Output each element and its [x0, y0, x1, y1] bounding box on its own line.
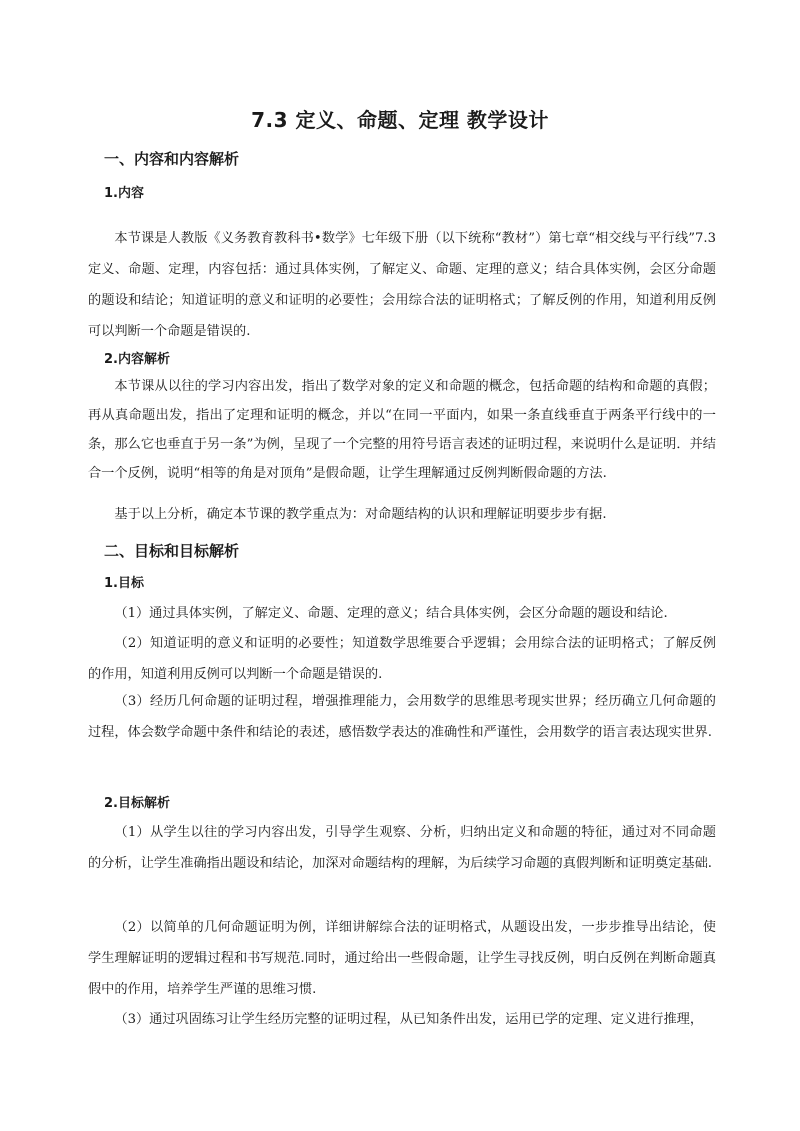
- section-heading-goals: 二、目标和目标解析: [104, 542, 240, 560]
- subheading-content-analysis: 2.内容解析: [104, 352, 170, 367]
- subheading-goals: 1.目标: [104, 576, 144, 591]
- teaching-focus-paragraph: 基于以上分析，确定本节课的教学重点为：对命题结构的认识和理解证明要步步有据.: [114, 507, 607, 522]
- content-paragraph: 本节课是人教版《义务教育教科书•数学》七年级下册（以下统称“教材”）第七章“相交线与平行线”7.3定义、命题、定理，内容包括：通过具体实例，了解定义、命题、定理的意义；结合具体实例，会区分命题的题设和结论；知道证明的意义和证明的必要性；会用综合法的证明格式；了解反例的作用，知道利用反例可以判断一个命题是错误的.: [88, 231, 716, 339]
- subheading-content: 1.内容: [104, 186, 144, 201]
- content-analysis-paragraph: 本节课从以往的学习内容出发，指出了数学对象的定义和命题的概念，包括命题的结构和命题的真假；再从真命题出发，指出了定理和证明的概念，并以“在同一平面内，如果一条直线垂直于两条平行线中的一条，那么它也垂直于另一条”为例，呈现了一个完整的用符号语言表述的证明过程，来说明什么是证明．并结合一个反例，说明“相等的角是对顶角”是假命题，让学生理解通过反例判断假命题的方法.: [88, 379, 716, 481]
- goal-analysis-item-2: （2）以简单的几何命题证明为例，详细讲解综合法的证明格式，从题设出发，一步步推导出结论，使学生理解证明的逻辑过程和书写规范.同时，通过给出一些假命题，让学生寻找反例，明白反例在判断命题真假中的作用，培养学生严谨的思维习惯.: [88, 920, 716, 997]
- goal-item-1: （1）通过具体实例，了解定义、命题、定理的意义；结合具体实例，会区分命题的题设和结论.: [114, 606, 668, 621]
- section-heading-content: 一、内容和内容解析: [104, 150, 240, 168]
- subheading-goal-analysis: 2.目标解析: [104, 796, 170, 811]
- document-title: 7.3 定义、命题、定理 教学设计: [251, 108, 549, 132]
- goal-item-2: （2）知道证明的意义和证明的必要性；知道数学思维要合乎逻辑；会用综合法的证明格式；了解反例的作用，知道利用反例可以判断一个命题是错误的.: [88, 636, 716, 682]
- goal-item-3: （3）经历几何命题的证明过程，增强推理能力，会用数学的思维思考现实世界；经历确立几何命题的过程，体会数学命题中条件和结论的表述，感悟数学表达的准确性和严谨性，会用数学的语言表达现实世界.: [88, 694, 716, 740]
- goal-analysis-item-3: （3）通过巩固练习让学生经历完整的证明过程，从已知条件出发，运用已学的定理、定义进行推理，: [114, 1012, 704, 1027]
- goal-analysis-item-1: （1）从学生以往的学习内容出发，引导学生观察、分析，归纳出定义和命题的特征，通过对不同命题的分析，让学生准确指出题设和结论，加深对命题结构的理解，为后续学习命题的真假判断和证明奠定基础.: [88, 825, 716, 871]
